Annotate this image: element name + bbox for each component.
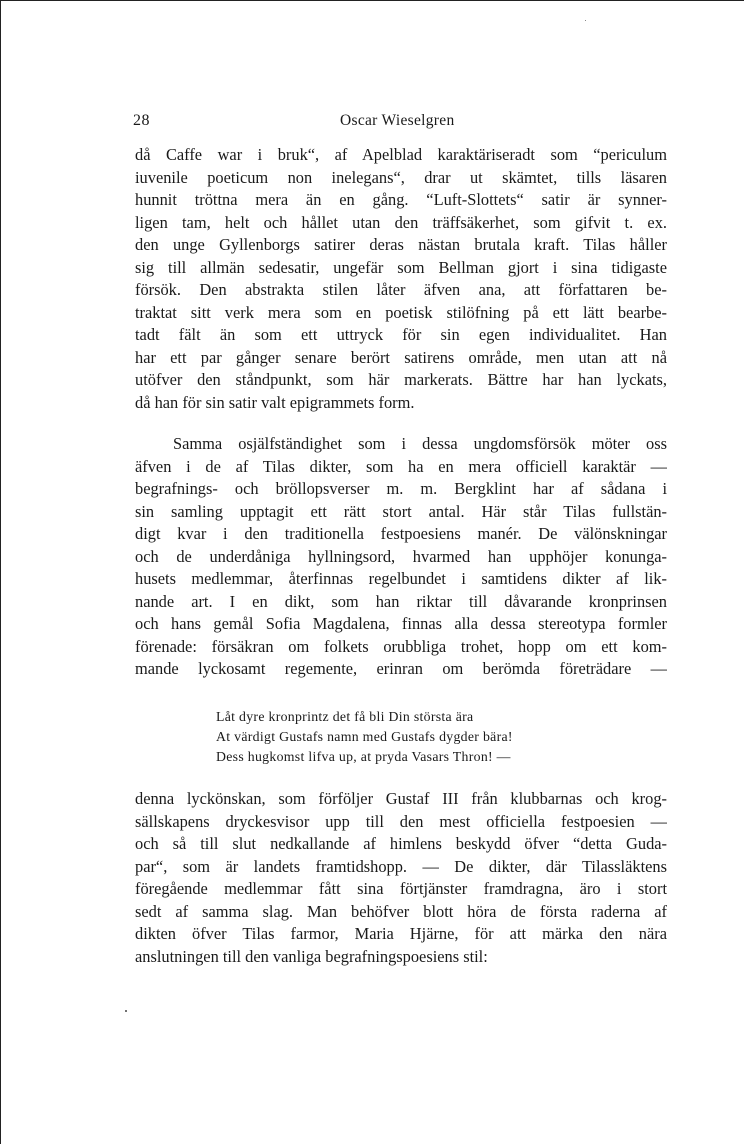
scan-speck [125, 1010, 127, 1012]
text-line: har ett par gånger senare berört satirens område, men utan att nå [135, 347, 667, 367]
text-line: sällskapens dryckesvisor upp till den mest officiella festpoesien — [135, 811, 667, 831]
text-line: utöfver den ståndpunkt, som här markerats. Bättre har han lyckats, [135, 370, 667, 390]
text-line: tadt fält än som ett uttryck för sin egen individualitet. Han [135, 325, 667, 345]
text-line: dikten öfver Tilas farmor, Maria Hjärne, för att märka den nära [135, 924, 667, 944]
text-line: försök. Den abstrakta stilen låter äfven ana, att författaren be- [135, 280, 667, 300]
text-line: och så till slut nedkallande af himlens beskydd öfver “detta Guda- [135, 834, 667, 854]
text-line: mande lyckosamt regemente, erinran om berömda företrädare — [135, 659, 667, 679]
text-line: par“, som är landets framtidshopp. — De dikter, där Tilassläktens [135, 856, 667, 876]
text-line: ligen tam, helt och hållet utan den träffsäkerhet, som gifvit t. ex. [135, 212, 667, 232]
text-line: digt kvar i den traditionella festpoesiens manér. De välönskningar [135, 524, 667, 544]
text-line: sig till allmän sedesatir, ungefär som Bellman gjort i sina tidigaste [135, 257, 667, 277]
page-edge-left [0, 0, 1, 1144]
text-line: begrafnings- och bröllopsverser m. m. Bergklint har af sådana i [135, 479, 667, 499]
text-line: denna lyckönskan, som förföljer Gustaf III från klubbarnas och krog- [135, 789, 667, 808]
text-line: föregående medlemmar fått sina förtjänster framdragna, äro i stort [135, 879, 667, 899]
poem-line: Låt dyre kronprintz det få bli Din största ära [216, 709, 474, 724]
paragraph-3 [135, 788, 667, 968]
text-line: sedt af samma slag. Man behöfver blott höra de första raderna af [135, 901, 667, 921]
text-line: den unge Gyllenborgs satirer deras nästan brutala kraft. Tilas håller [135, 235, 667, 255]
running-head: Oscar Wieselgren [340, 112, 455, 129]
text-line: förenade: försäkran om folkets orubbliga trohet, hopp om ett kom- [135, 636, 667, 656]
text-line: äfven i de af Tilas dikter, som ha en mera officiell karaktär — [135, 456, 667, 476]
text-line: och hans gemål Sofia Magdalena, finnas alla dessa stereotypa formler [135, 614, 667, 634]
text-line: iuvenile poeticum non inelegans“, drar ut skämtet, tills läsaren [135, 167, 667, 187]
text-line: hunnit tröttna mera än en gång. “Luft-Slottets“ satir är synner- [135, 190, 667, 210]
text-line: då Caffe war i bruk“, af Apelblad karaktäriseradt som “periculum [135, 145, 667, 164]
text-line: husets medlemmar, återfinnas regelbundet i samtidens dikter af lik- [135, 569, 667, 589]
text-line: traktat sitt verk mera som en poetisk stilöfning på ett lätt bearbe- [135, 302, 667, 322]
poem-line: At värdigt Gustafs namn med Gustafs dygder bära! [216, 729, 513, 744]
text-line: Samma osjälfständighet som i dessa ungdomsförsök möter oss [173, 434, 667, 453]
text-line: sin samling upptagit ett rätt stort antal. Här står Tilas fullstän- [135, 501, 667, 521]
text-line: nande art. I en dikt, som han riktar till dåvarande kronprinsen [135, 591, 667, 611]
paragraph-1 [135, 144, 667, 415]
text-line: anslutningen till den vanliga begrafningspoesiens stil: [135, 946, 488, 966]
scan-speck [585, 20, 586, 21]
text-line: då han för sin satir valt epigrammets form. [135, 393, 415, 413]
page-number: 28 [133, 112, 150, 129]
paragraph-2 [135, 433, 667, 681]
text-line: och de underdåniga hyllningsord, hvarmed han upphöjer konunga- [135, 546, 667, 566]
page-edge-top [0, 0, 744, 1]
poem-line: Dess hugkomst lifva up, at pryda Vasars Thron! — [216, 749, 511, 764]
poem-quotation [216, 707, 616, 767]
